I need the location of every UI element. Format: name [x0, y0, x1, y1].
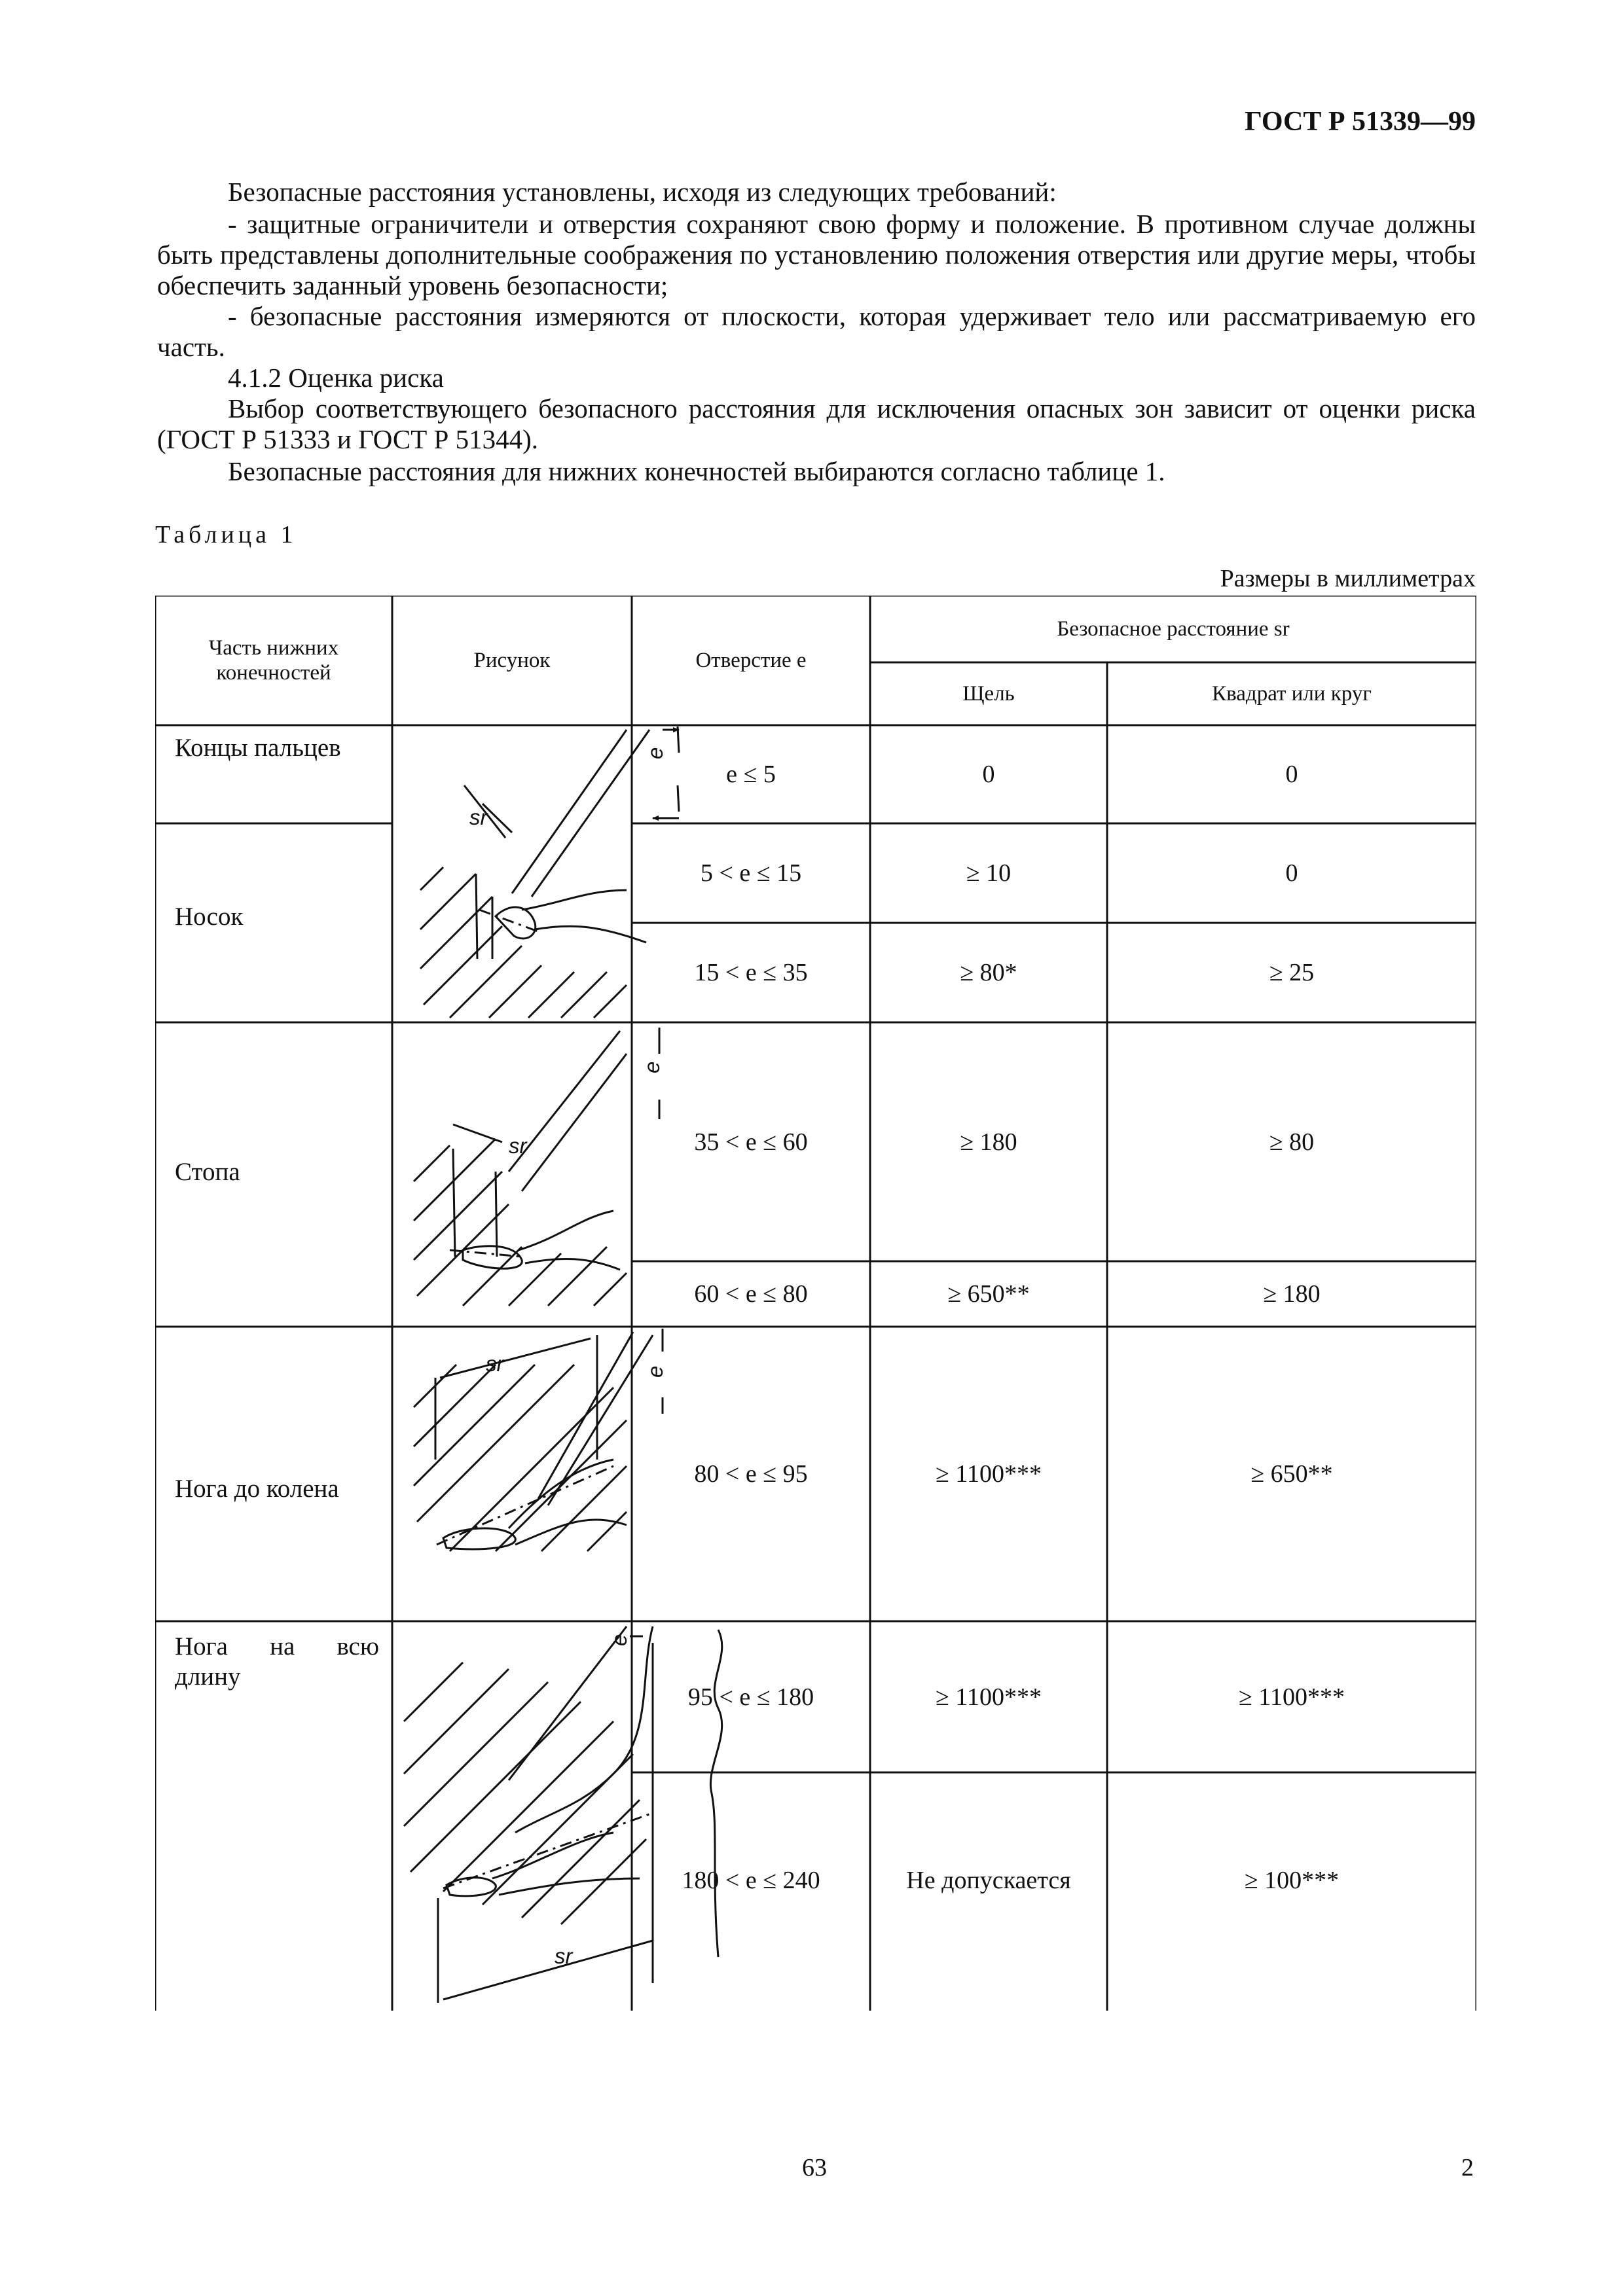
- header-safe-distance: Безопасное расстояние sr: [1057, 617, 1290, 641]
- row-5-opening: 60 < e ≤ 80: [694, 1280, 808, 1308]
- row-1-square: 0: [1285, 761, 1298, 788]
- row-3-opening: 15 < e ≤ 35: [694, 959, 808, 986]
- paragraph-requirement-1: - защитные ограничители и отверстия сохраняют свою форму и положение. В противном случае должны быть представлены дополнительные соображения по установлению положения отверстия или другие меры, чтобы обеспечить заданный уровень безопасности;: [157, 209, 1476, 300]
- row-5-square: ≥ 180: [1263, 1280, 1321, 1308]
- header-slot: Щель: [962, 682, 1015, 706]
- row-7-opening: 95 < e ≤ 180: [687, 1683, 814, 1711]
- header-figure: Рисунок: [473, 649, 551, 672]
- row-4-slot: ≥ 180: [960, 1128, 1017, 1156]
- section-heading-risk-assessment: 4.1.2 Оценка риска: [228, 363, 444, 393]
- part-leg-to-knee: Нога до колена: [175, 1475, 339, 1503]
- page-number-right: 2: [1461, 2154, 1474, 2181]
- sr-label-foot: sr: [509, 1134, 527, 1158]
- header-opening: Отверстие e: [695, 649, 807, 672]
- header-part: Часть нижних конечностей: [208, 636, 339, 685]
- row-6-square: ≥ 650**: [1250, 1460, 1333, 1488]
- sr-label-toe: sr: [469, 805, 488, 829]
- header-square-or-circle: Квадрат или круг: [1212, 682, 1372, 706]
- figure-leg-to-knee: [414, 1329, 663, 1551]
- paragraph-risk-assessment: Выбор соответствующего безопасного расстояния для исключения опасных зон зависит от оценки риска (ГОСТ Р 51333 и ГОСТ Р 51344).: [157, 393, 1476, 454]
- paragraph-requirements-intro: Безопасные расстояния установлены, исходя из следующих требований:: [228, 177, 1057, 207]
- row-2-opening: 5 < e ≤ 15: [700, 859, 802, 887]
- e-label-full-leg: e: [607, 1634, 631, 1646]
- row-1-opening: e ≤ 5: [726, 761, 776, 788]
- row-6-opening: 80 < e ≤ 95: [694, 1460, 808, 1488]
- row-1-slot: 0: [982, 761, 995, 788]
- row-7-square: ≥ 1100***: [1239, 1683, 1345, 1711]
- part-fingertips: Концы пальцев: [175, 734, 341, 762]
- document-number: ГОСТ Р 51339—99: [1245, 107, 1476, 137]
- e-label-foot: e: [640, 1061, 664, 1073]
- row-4-opening: 35 < e ≤ 60: [694, 1128, 808, 1156]
- page-number-center: 63: [802, 2154, 827, 2181]
- row-8-opening: 180 < e ≤ 240: [682, 1867, 820, 1894]
- row-2-slot: ≥ 10: [966, 859, 1012, 887]
- row-3-square: ≥ 25: [1269, 959, 1315, 986]
- row-8-slot: Не допускается: [906, 1867, 1071, 1894]
- row-6-slot: ≥ 1100***: [936, 1460, 1042, 1488]
- part-foot: Стопа: [175, 1158, 240, 1186]
- row-5-slot: ≥ 650**: [947, 1280, 1030, 1308]
- part-full-leg: Нога на всю длину: [175, 1632, 379, 1691]
- row-7-slot: ≥ 1100***: [936, 1683, 1042, 1711]
- safety-distance-table: [155, 596, 1476, 2011]
- part-toe: Носок: [175, 903, 244, 931]
- row-2-square: 0: [1285, 859, 1298, 887]
- row-4-square: ≥ 80: [1269, 1128, 1315, 1156]
- table-caption: Таблица 1: [155, 521, 297, 548]
- paragraph-table-reference: Безопасные расстояния для нижних конечностей выбираются согласно таблице 1.: [228, 456, 1165, 486]
- row-3-slot: ≥ 80*: [960, 959, 1017, 986]
- row-8-square: ≥ 100***: [1244, 1867, 1340, 1894]
- paragraph-requirement-2: - безопасные расстояния измеряются от плоскости, которая удерживает тело или рассматриваемую его часть.: [157, 301, 1476, 362]
- e-label-knee: e: [643, 1365, 667, 1378]
- table-units-note: Размеры в миллиметрах: [1220, 565, 1476, 592]
- sr-label-knee: sr: [486, 1352, 504, 1376]
- e-label-toe: e: [643, 747, 667, 759]
- figure-foot: [414, 1028, 659, 1306]
- sr-label-full-leg: sr: [555, 1944, 573, 1968]
